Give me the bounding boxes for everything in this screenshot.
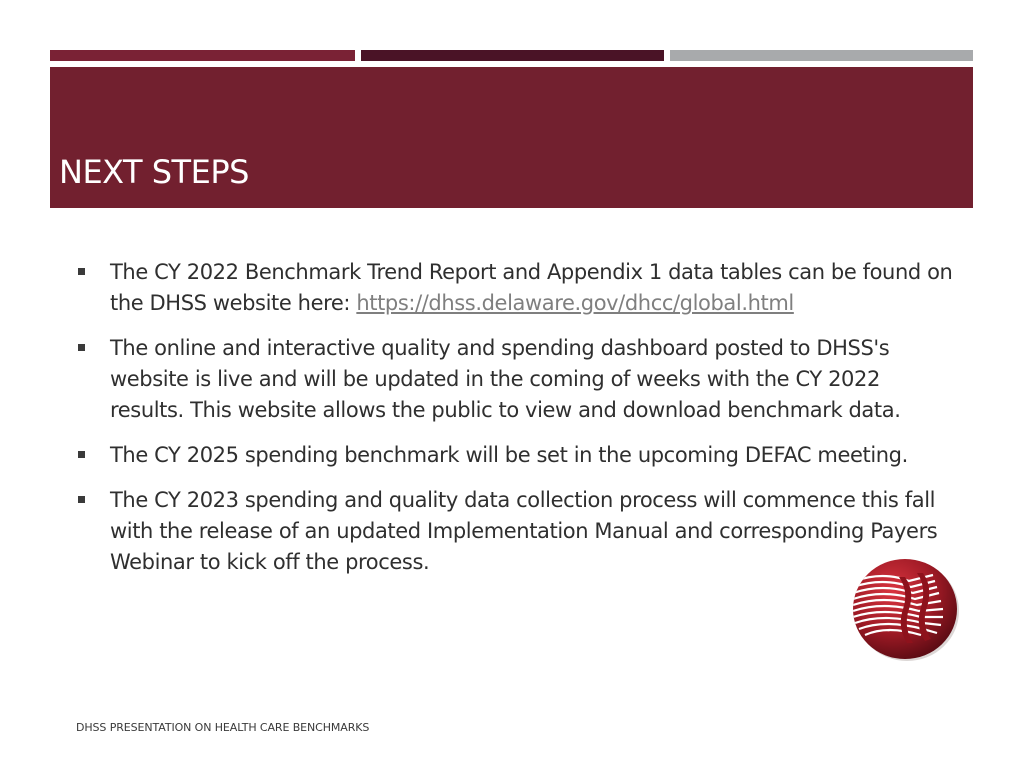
accent-bar-maroon <box>50 50 355 61</box>
bullet-item-dashboard <box>76 333 956 426</box>
bullet-item-report <box>76 257 956 319</box>
dhss-global-link[interactable]: https://dhss.delaware.gov/dhcc/global.html <box>356 291 794 315</box>
bullet-text: The CY 2022 Benchmark Trend Report and Appendix 1 data tables can be found on the DHSS website here: <box>110 260 953 315</box>
footer-text: DHSS PRESENTATION ON HEALTH CARE BENCHMARKS <box>76 721 370 734</box>
accent-bar-gray <box>670 50 973 61</box>
bullet-text: The CY 2023 spending and quality data collection process will commence this fall with the release of an updated Implementation Manual and corresponding Payers Webinar to kick off the process. <box>110 488 938 574</box>
square-bullet-icon <box>78 268 85 275</box>
title-band <box>50 67 973 208</box>
bullet-item-benchmark <box>76 440 956 471</box>
bullet-list <box>76 257 956 592</box>
square-bullet-icon <box>78 451 85 458</box>
square-bullet-icon <box>78 496 85 503</box>
slide-title: NEXT STEPS <box>59 153 249 191</box>
square-bullet-icon <box>78 344 85 351</box>
delaware-dhss-logo-icon <box>851 557 959 661</box>
bullet-item-data-collection <box>76 485 956 578</box>
accent-bar-dark-maroon <box>361 50 664 61</box>
bullet-text: The CY 2025 spending benchmark will be set in the upcoming DEFAC meeting. <box>110 443 908 467</box>
bullet-text: The online and interactive quality and spending dashboard posted to DHSS's website is live and will be updated in the coming of weeks with the CY 2022 results. This website allows the public to view and download benchmark data. <box>110 336 901 422</box>
